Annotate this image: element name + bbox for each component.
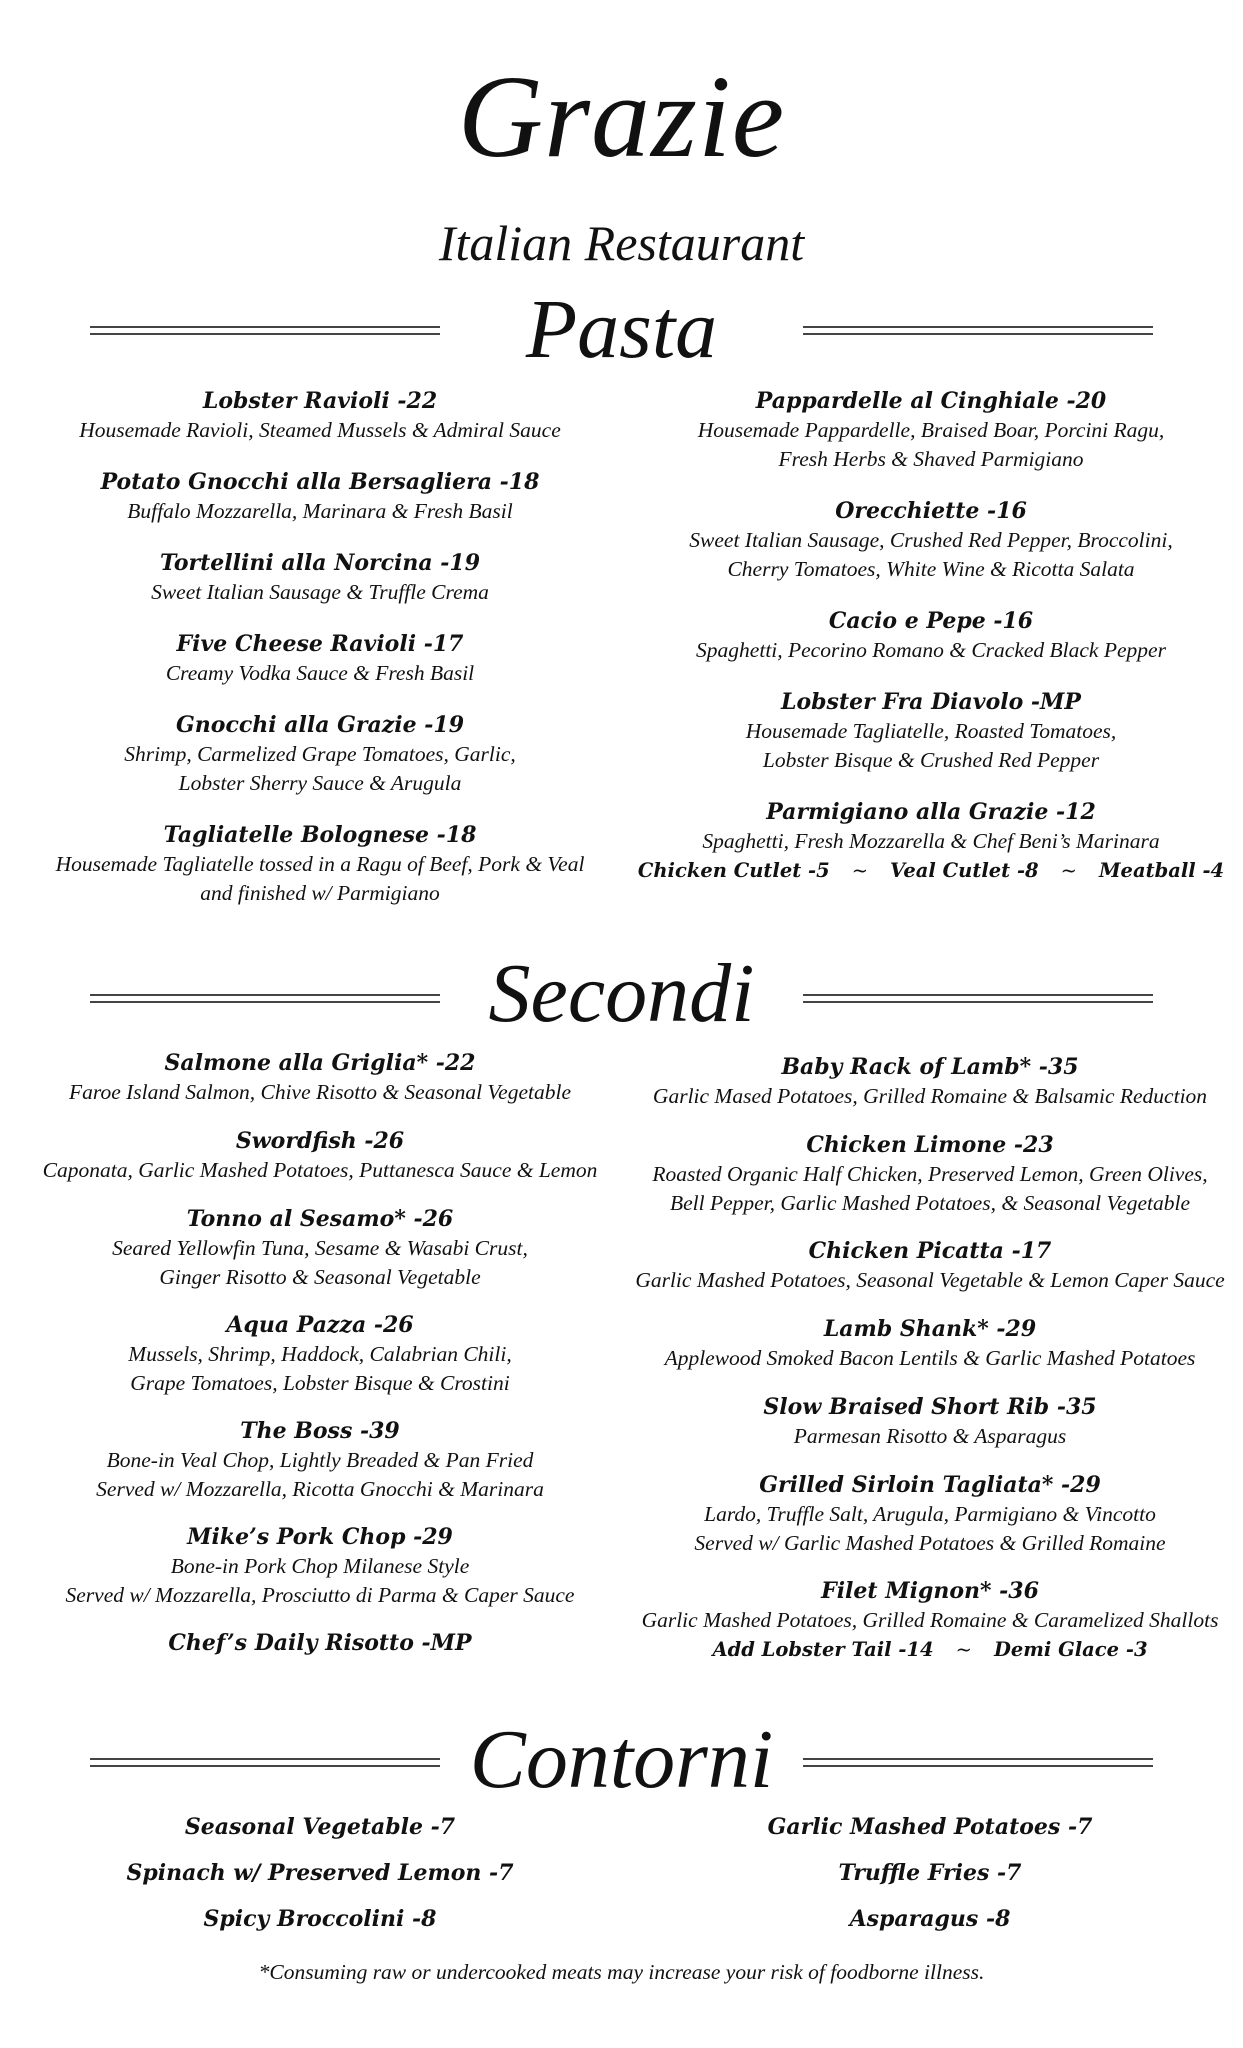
item-desc: Garlic Mashed Potatoes, Seasonal Vegetable & Lemon Caper Sauce [635, 1268, 1225, 1292]
item-desc: Housemade Tagliatelle tossed in a Ragu of Beef, Pork & Veal [55, 852, 585, 876]
menu-item [20, 1126, 620, 1204]
item-name: Lamb Shank* -29 [823, 1316, 1037, 1342]
item-desc: Lobster Bisque & Crushed Red Pepper [762, 748, 1100, 772]
item-desc: Housemade Pappardelle, Braised Boar, Porcini Ragu, [697, 418, 1165, 442]
side-item: Truffle Fries -7 [838, 1860, 1022, 1886]
menu-item [630, 1470, 1230, 1576]
addon: Demi Glace -3 [993, 1638, 1148, 1661]
item-desc: Shrimp, Carmelized Grape Tomatoes, Garlic, [124, 742, 516, 766]
menu-item [20, 1628, 620, 1658]
item-desc: Parmesan Risotto & Asparagus [793, 1424, 1067, 1448]
item-name: Gnocchi alla Grazie -19 [175, 712, 465, 738]
secondi-right-column [630, 1052, 1230, 1665]
menu-item [20, 1204, 620, 1310]
menu-item [636, 606, 1226, 687]
pasta-addons [636, 856, 1226, 886]
item-name: Aqua Pazza -26 [226, 1312, 414, 1338]
item-name: Swordfish -26 [235, 1128, 405, 1154]
item-name: Pappardelle al Cinghiale -20 [755, 388, 1107, 414]
menu-item [636, 797, 1226, 856]
contorni-left-column [20, 1812, 620, 1950]
item-desc: Lobster Sherry Sauce & Arugula [178, 771, 462, 795]
secondi-addons [630, 1635, 1230, 1665]
addon-separator: ~ [1060, 859, 1077, 882]
item-desc: Caponata, Garlic Mashed Potatoes, Puttanesca Sauce & Lemon [42, 1158, 598, 1182]
item-name: Five Cheese Ravioli -17 [176, 631, 464, 657]
restaurant-tagline: Italian Restaurant [438, 215, 805, 271]
menu-item [20, 820, 620, 930]
pasta-title: Pasta [525, 283, 718, 376]
item-desc: Faroe Island Salmon, Chive Risotto & Seasonal Vegetable [69, 1080, 571, 1104]
item-name: Chef’s Daily Risotto -MP [168, 1630, 472, 1656]
item-desc: Bone-in Veal Chop, Lightly Breaded & Pan Fried [106, 1448, 534, 1472]
menu-item [630, 1392, 1230, 1470]
item-desc: Grape Tomatoes, Lobster Bisque & Crostini [130, 1371, 510, 1395]
contorni-right-column [630, 1812, 1230, 1950]
item-desc: Served w/ Mozzarella, Prosciutto di Parma & Caper Sauce [65, 1583, 575, 1607]
item-name: The Boss -39 [240, 1418, 400, 1444]
contorni-title: Contorni [469, 1713, 774, 1806]
menu-item [630, 1236, 1230, 1314]
item-desc: Creamy Vodka Sauce & Fresh Basil [165, 661, 475, 685]
menu-item [630, 1576, 1230, 1635]
secondi-title: Secondi [488, 947, 755, 1040]
addon: Chicken Cutlet -5 [637, 859, 830, 882]
item-desc: Lardo, Truffle Salt, Arugula, Parmigiano & Vincotto [704, 1502, 1156, 1526]
item-name: Salmone alla Griglia* -22 [164, 1050, 476, 1076]
item-name: Lobster Fra Diavolo -MP [781, 689, 1081, 715]
item-desc: Fresh Herbs & Shaved Parmigiano [778, 447, 1084, 471]
item-desc: and finished w/ Parmigiano [200, 881, 440, 905]
item-desc: Garlic Mashed Potatoes, Grilled Romaine & Caramelized Shallots [641, 1608, 1219, 1632]
item-name: Filet Mignon* -36 [821, 1578, 1039, 1604]
menu-item [20, 467, 620, 548]
item-name: Slow Braised Short Rib -35 [763, 1394, 1097, 1420]
side-item: Spicy Broccolini -8 [203, 1906, 437, 1932]
item-name: Orecchiette -16 [835, 498, 1027, 524]
item-name: Chicken Limone -23 [806, 1132, 1054, 1158]
pasta-right-column [636, 386, 1226, 886]
side-item: Seasonal Vegetable -7 [184, 1814, 456, 1840]
pasta-left-column [20, 386, 620, 930]
item-desc: Roasted Organic Half Chicken, Preserved Lemon, Green Olives, [652, 1162, 1208, 1186]
menu-item [20, 1416, 620, 1522]
item-desc: Sweet Italian Sausage, Crushed Red Pepper, Broccolini, [689, 528, 1173, 552]
menu-item [20, 710, 620, 820]
addon-separator: ~ [955, 1638, 972, 1661]
menu-item [630, 1052, 1230, 1130]
item-desc: Seared Yellowfin Tuna, Sesame & Wasabi Crust, [112, 1236, 528, 1260]
menu-item [20, 1048, 620, 1126]
side-item: Garlic Mashed Potatoes -7 [767, 1814, 1093, 1840]
menu-item [20, 1522, 620, 1628]
item-name: Cacio e Pepe -16 [828, 608, 1034, 634]
menu-item [630, 1314, 1230, 1392]
restaurant-name: Grazie [457, 51, 786, 182]
item-name: Chicken Picatta -17 [808, 1238, 1052, 1264]
item-desc: Bone-in Pork Chop Milanese Style [170, 1554, 470, 1578]
secondi-left-column [20, 1048, 620, 1658]
pasta-section-header [0, 283, 1243, 378]
item-desc: Spaghetti, Pecorino Romano & Cracked Black Pepper [696, 638, 1166, 662]
item-desc: Buffalo Mozzarella, Marinara & Fresh Basil [127, 499, 513, 523]
item-desc: Cherry Tomatoes, White Wine & Ricotta Salata [727, 557, 1135, 581]
menu-item [20, 1310, 620, 1416]
addon: Veal Cutlet -8 [890, 859, 1039, 882]
menu-item [630, 1130, 1230, 1236]
item-name: Grilled Sirloin Tagliata* -29 [759, 1472, 1101, 1498]
item-desc: Ginger Risotto & Seasonal Vegetable [159, 1265, 481, 1289]
item-desc: Housemade Ravioli, Steamed Mussels & Admiral Sauce [79, 418, 561, 442]
item-desc: Bell Pepper, Garlic Mashed Potatoes, & Seasonal Vegetable [669, 1191, 1191, 1215]
item-name: Tortellini alla Norcina -19 [159, 550, 481, 576]
item-desc: Applewood Smoked Bacon Lentils & Garlic Mashed Potatoes [664, 1346, 1196, 1370]
foodborne-illness-note: *Consuming raw or undercooked meats may increase your risk of foodborne illness. [258, 1960, 985, 1984]
item-desc: Served w/ Mozzarella, Ricotta Gnocchi & Marinara [96, 1477, 544, 1501]
menu-item [636, 687, 1226, 797]
menu-item [20, 629, 620, 710]
item-name: Tagliatelle Bolognese -18 [163, 822, 477, 848]
addon: Meatball -4 [1098, 859, 1225, 882]
menu-item [636, 496, 1226, 606]
item-desc: Mussels, Shrimp, Haddock, Calabrian Chili, [128, 1342, 512, 1366]
item-desc: Sweet Italian Sausage & Truffle Crema [151, 580, 489, 604]
item-desc: Garlic Mased Potatoes, Grilled Romaine & Balsamic Reduction [652, 1084, 1208, 1108]
secondi-section-header [0, 947, 1243, 1042]
item-desc: Spaghetti, Fresh Mozzarella & Chef Beni’s Marinara [702, 829, 1160, 853]
menu-item [636, 386, 1226, 496]
side-item: Asparagus -8 [849, 1906, 1011, 1932]
item-name: Potato Gnocchi alla Bersagliera -18 [100, 469, 540, 495]
addon-separator: ~ [851, 859, 869, 882]
addon: Add Lobster Tail -14 [712, 1638, 934, 1661]
item-name: Lobster Ravioli -22 [202, 388, 438, 414]
side-item: Spinach w/ Preserved Lemon -7 [126, 1860, 514, 1886]
item-desc: Housemade Tagliatelle, Roasted Tomatoes, [745, 719, 1117, 743]
menu-item [20, 386, 620, 467]
item-name: Baby Rack of Lamb* -35 [781, 1054, 1079, 1080]
item-desc: Served w/ Garlic Mashed Potatoes & Grilled Romaine [694, 1531, 1166, 1555]
menu-item [20, 548, 620, 629]
item-name: Tonno al Sesamo* -26 [186, 1206, 454, 1232]
item-name: Mike’s Pork Chop -29 [187, 1524, 453, 1550]
item-name: Parmigiano alla Grazie -12 [766, 799, 1096, 825]
contorni-section-header [0, 1713, 1243, 1808]
